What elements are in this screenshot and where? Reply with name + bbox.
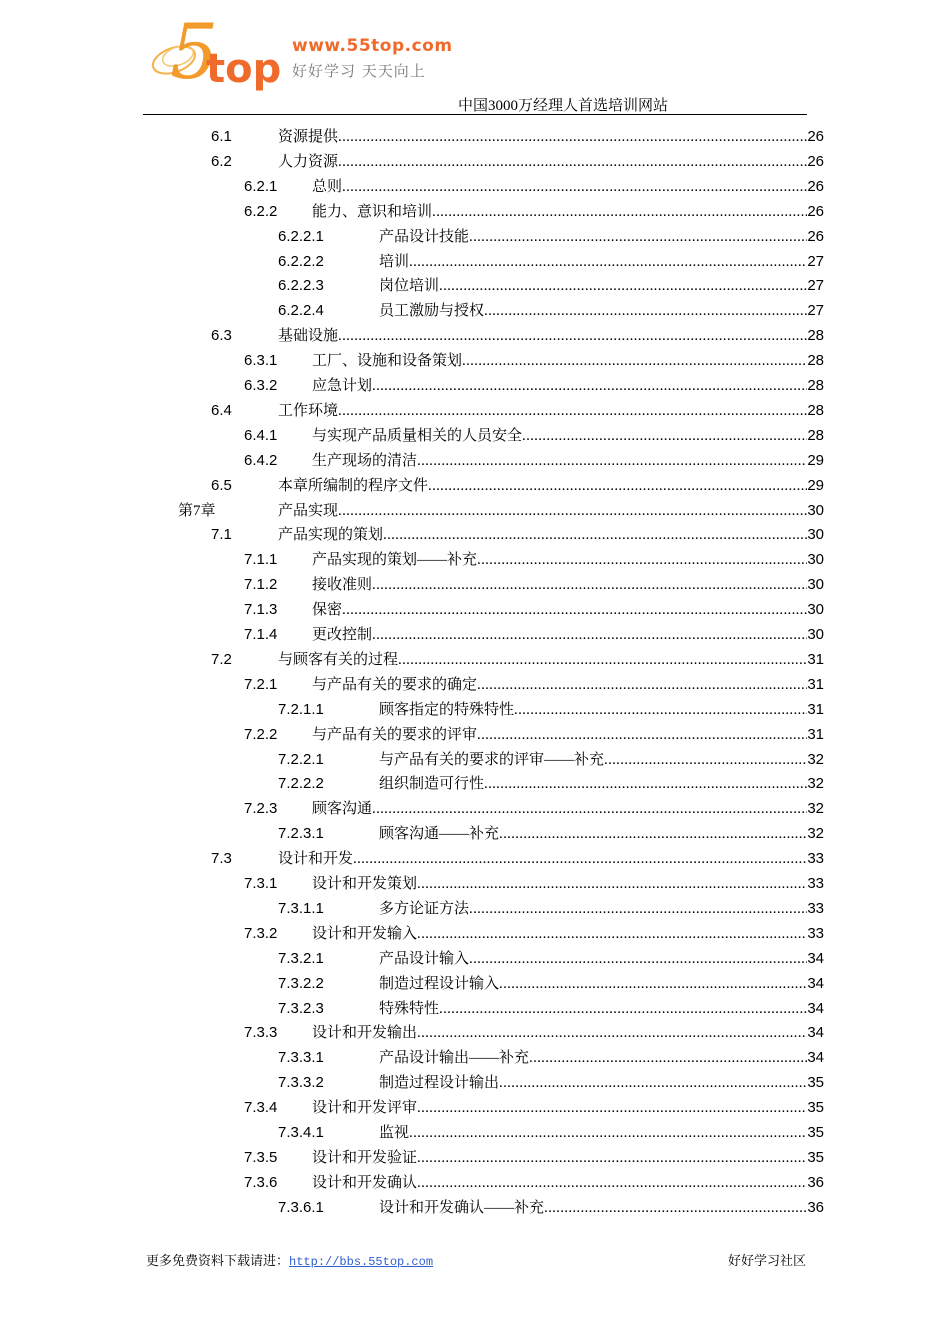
toc-entry-number: 7.3.4.1 [278, 1124, 324, 1141]
toc-entry-title: 特殊特性 [379, 1000, 440, 1017]
toc-entry-line [278, 500, 824, 522]
toc-entry-number: 7.3.2.3 [278, 999, 324, 1017]
toc-entry-title: 设计和开发确认 [312, 1174, 418, 1191]
toc-entry-line [379, 1072, 824, 1094]
toc-entry-page: 35 [807, 1074, 824, 1092]
toc-entry-page: 30 [807, 526, 824, 544]
toc-dot-leader [372, 574, 807, 596]
toc-entry-title: 与产品有关的要求的确定 [312, 676, 478, 693]
toc-entry-title: 基础设施 [278, 328, 339, 345]
toc-dot-leader [484, 300, 807, 322]
toc-entry-title: 产品实现的策划——补充 [312, 552, 478, 569]
toc-entry-page: 35 [807, 1124, 824, 1141]
toc-entry[interactable] [0, 300, 950, 322]
toc-dot-leader [417, 1172, 807, 1194]
toc-entry-number: 6.2.2.4 [278, 302, 324, 320]
toc-entry[interactable] [0, 500, 950, 522]
toc-entry-number: 7.3.1 [244, 875, 278, 892]
toc-dot-leader [439, 998, 807, 1020]
toc-entry-number: 7.1.1 [244, 551, 278, 569]
toc-entry-number: 6.2.2.1 [278, 227, 324, 245]
toc-entry-line [379, 749, 824, 771]
toc-entry-line [312, 375, 824, 397]
toc-entry-number: 6.3 [211, 327, 232, 345]
header-divider [143, 114, 807, 115]
toc-dot-leader [484, 773, 807, 795]
toc-entry-page: 28 [807, 377, 824, 394]
toc-entry-line [379, 1122, 824, 1144]
toc-entry-line [379, 948, 824, 970]
toc-entry-line [278, 325, 824, 347]
logo-graphic [148, 10, 293, 92]
toc-entry-page: 26 [807, 227, 824, 245]
toc-entry-number: 7.1 [211, 526, 232, 544]
toc-entry[interactable] [0, 923, 950, 945]
toc-dot-leader [529, 1047, 807, 1069]
toc-dot-leader [338, 126, 807, 148]
toc-entry[interactable] [0, 823, 950, 845]
toc-entry[interactable] [0, 1072, 950, 1094]
toc-entry-title: 产品实现 [278, 502, 339, 519]
toc-entry-title: 与产品有关的要求的评审 [312, 726, 478, 743]
toc-entry-number: 6.5 [211, 476, 232, 494]
toc-entry[interactable] [0, 226, 950, 248]
toc-dot-leader [342, 176, 807, 198]
toc-entry[interactable] [0, 599, 950, 621]
toc-entry[interactable] [0, 375, 950, 397]
toc-dot-leader [469, 948, 807, 970]
toc-entry-page: 29 [807, 476, 824, 494]
toc-dot-leader [417, 1097, 807, 1119]
toc-entry[interactable] [0, 998, 950, 1020]
toc-entry-page: 30 [807, 576, 824, 594]
toc-entry[interactable] [0, 1197, 950, 1219]
toc-dot-leader [417, 1147, 807, 1169]
toc-entry-title: 岗位培训 [379, 278, 440, 295]
toc-entry[interactable] [0, 649, 950, 671]
toc-entry-title: 生产现场的清洁 [312, 452, 418, 469]
toc-entry-page: 33 [807, 924, 824, 942]
toc-entry[interactable] [0, 798, 950, 820]
toc-entry-title: 组织制造可行性 [379, 776, 485, 793]
logo-slogan: 好好学习 天天向上 [292, 62, 426, 80]
toc-entry-page: 28 [807, 426, 824, 444]
toc-entry-page: 35 [807, 1148, 824, 1166]
toc-entry-page: 31 [807, 650, 824, 668]
toc-entry-title: 资源提供 [278, 129, 339, 145]
toc-entry-line [278, 475, 824, 497]
toc-dot-leader [499, 973, 807, 995]
toc-entry[interactable] [0, 450, 950, 472]
toc-entry-line [379, 226, 824, 248]
toc-entry-line [312, 549, 824, 571]
toc-entry-line [312, 724, 824, 746]
toc-entry-page: 34 [807, 1049, 824, 1067]
toc-entry-line [312, 1022, 824, 1044]
toc-entry[interactable] [0, 898, 950, 920]
toc-dot-leader [372, 798, 807, 820]
toc-entry-title: 监视 [379, 1125, 410, 1141]
toc-entry-title: 设计和开发验证 [312, 1149, 418, 1166]
toc-entry-title: 设计和开发评审 [312, 1100, 418, 1117]
toc-dot-leader [522, 425, 807, 447]
toc-entry-line [312, 201, 824, 223]
toc-entry[interactable] [0, 773, 950, 795]
toc-entry-number: 7.2.2 [244, 725, 278, 743]
toc-entry[interactable] [0, 524, 950, 546]
toc-dot-leader [499, 823, 807, 845]
toc-entry-title: 工厂、设施和设备策划 [312, 353, 463, 370]
toc-entry-page: 34 [807, 1024, 824, 1042]
toc-entry[interactable] [0, 749, 950, 771]
toc-entry[interactable] [0, 350, 950, 372]
toc-entry-page: 28 [807, 401, 824, 419]
toc-entry-line [379, 823, 824, 845]
toc-entry-number: 7.3.6 [244, 1173, 278, 1191]
toc-entry-title: 产品设计输入 [379, 950, 470, 967]
toc-entry-title: 设计和开发确认——补充 [379, 1199, 545, 1216]
toc-entry[interactable] [0, 475, 950, 497]
toc-entry-line [379, 1197, 824, 1219]
footer-community: 好好学习社区 [727, 1253, 806, 1268]
toc-entry-page: 32 [807, 800, 824, 818]
toc-dot-leader [338, 325, 807, 347]
toc-entry-number: 7.2 [211, 650, 232, 668]
toc-entry-title: 制造过程设计输入 [379, 975, 500, 992]
toc-dot-leader [417, 923, 807, 945]
toc-entry-line [312, 450, 824, 472]
toc-entry-number: 7.1.3 [244, 601, 278, 619]
toc-entry-page: 32 [807, 775, 824, 793]
toc-dot-leader [499, 1072, 807, 1094]
toc-entry[interactable] [0, 674, 950, 696]
toc-entry-title: 与实现产品质量相关的人员安全 [312, 427, 523, 444]
toc-entry-line [312, 873, 824, 895]
toc-entry-title: 产品设计输出——补充 [379, 1050, 530, 1067]
toc-entry-number: 7.3.2.1 [278, 949, 324, 967]
toc-entry-page: 33 [807, 850, 824, 868]
toc-entry[interactable] [0, 201, 950, 223]
toc-entry-number: 7.3.2.2 [278, 974, 324, 992]
toc-entry-line [312, 599, 824, 621]
toc-entry-line [312, 425, 824, 447]
toc-entry-title: 工作环境 [278, 402, 339, 419]
toc-entry-line [379, 275, 824, 297]
toc-dot-leader [342, 599, 807, 621]
toc-dot-leader [477, 674, 807, 696]
toc-entry-number: 7.1.2 [244, 576, 278, 594]
toc-entry-page: 34 [807, 974, 824, 992]
footer-link[interactable]: http://bbs.55top.com [289, 1255, 434, 1269]
toc-entry-title: 应急计划 [312, 378, 373, 394]
toc-entry-line [312, 1147, 824, 1169]
toc-entry-line [278, 151, 824, 173]
toc-entry-line [278, 848, 824, 870]
toc-entry-page: 28 [807, 327, 824, 345]
toc-entry-page: 32 [807, 825, 824, 843]
toc-entry[interactable] [0, 1147, 950, 1169]
toc-entry-number: 7.2.3.1 [278, 825, 324, 843]
toc-entry[interactable] [0, 1097, 950, 1119]
toc-entry[interactable] [0, 1047, 950, 1069]
toc-entry-page: 30 [807, 626, 824, 643]
toc-entry-number: 7.3.1.1 [278, 899, 324, 917]
toc-dot-leader [462, 350, 807, 372]
footer-download-note [146, 1250, 433, 1269]
toc-entry-line [312, 574, 824, 596]
toc-entry-line [379, 251, 824, 273]
toc-entry-page: 31 [807, 700, 824, 718]
toc-entry-line [312, 1097, 824, 1119]
toc-entry[interactable] [0, 574, 950, 596]
toc-entry-title: 培训 [379, 253, 410, 270]
toc-entry-line [379, 699, 824, 721]
toc-entry-line [312, 1172, 824, 1194]
toc-entry-title: 产品实现的策划 [278, 527, 384, 544]
toc-dot-leader [383, 524, 807, 546]
toc-entry-number: 第7章 [178, 502, 216, 519]
toc-entry-number: 7.3.4 [244, 1099, 278, 1117]
toc-entry[interactable] [0, 325, 950, 347]
toc-entry-page: 35 [807, 1099, 824, 1117]
logo-url[interactable]: www.55top.com [292, 36, 453, 56]
toc-entry-line [379, 998, 824, 1020]
toc-entry-title: 更改控制 [312, 627, 373, 643]
toc-entry[interactable] [0, 699, 950, 721]
toc-entry[interactable] [0, 873, 950, 895]
toc-entry-line [312, 350, 824, 372]
toc-entry-number: 7.3.6.1 [278, 1198, 324, 1216]
toc-entry-line [379, 898, 824, 920]
toc-entry-title: 设计和开发 [278, 851, 354, 868]
toc-entry-title: 接收准则 [312, 577, 373, 594]
toc-entry-page: 34 [807, 999, 824, 1017]
toc-dot-leader [544, 1197, 807, 1219]
toc-entry-line [312, 674, 824, 696]
toc-entry-title: 人力资源 [278, 153, 339, 170]
toc-dot-leader [469, 226, 807, 248]
toc-entry[interactable] [0, 624, 950, 646]
toc-entry-number: 7.3 [211, 850, 232, 868]
toc-entry-number: 7.3.3.1 [278, 1049, 324, 1067]
toc-entry-line [312, 923, 824, 945]
toc-dot-leader [417, 450, 807, 472]
toc-dot-leader [338, 400, 807, 422]
toc-entry-line [312, 798, 824, 820]
toc-entry-number: 7.2.3 [244, 800, 278, 818]
toc-entry[interactable] [0, 126, 950, 148]
toc-entry[interactable] [0, 973, 950, 995]
toc-entry-number: 7.2.2.1 [278, 750, 324, 768]
toc-dot-leader [439, 275, 807, 297]
toc-entry-page: 30 [807, 501, 824, 519]
toc-entry-line [312, 176, 824, 198]
toc-entry-number: 6.4 [211, 401, 232, 419]
toc-entry-line [278, 400, 824, 422]
toc-entry-number: 6.2.2 [244, 202, 278, 220]
toc-entry-number: 7.2.1 [244, 675, 278, 693]
toc-entry[interactable] [0, 425, 950, 447]
toc-entry-title: 与顾客有关的过程 [278, 651, 399, 668]
toc-entry-title: 设计和开发输出 [312, 1025, 418, 1042]
toc-dot-leader [432, 201, 807, 223]
toc-dot-leader [353, 848, 807, 870]
toc-entry-page: 26 [807, 152, 824, 170]
toc-entry-line [379, 1047, 824, 1069]
toc-entry-number: 6.3.2 [244, 377, 278, 394]
toc-entry-number: 6.2.2.3 [278, 277, 324, 295]
toc-entry-line [278, 126, 824, 148]
toc-entry-title: 能力、意识和培训 [312, 203, 433, 220]
toc-entry-number: 7.2.2.2 [278, 775, 324, 793]
toc-entry-number: 7.3.5 [244, 1148, 278, 1166]
toc-entry-title: 顾客指定的特殊特性 [379, 701, 515, 718]
toc-entry-title: 产品设计技能 [379, 228, 470, 245]
toc-entry[interactable] [0, 151, 950, 173]
toc-entry-page: 29 [807, 451, 824, 469]
toc-entry[interactable] [0, 948, 950, 970]
toc-entry-page: 33 [807, 899, 824, 917]
toc-entry-page: 27 [807, 277, 824, 295]
toc-entry-number: 6.2 [211, 152, 232, 170]
toc-entry-number: 6.4.2 [244, 451, 278, 469]
toc-entry-number: 7.3.3.2 [278, 1074, 324, 1092]
toc-entry[interactable] [0, 275, 950, 297]
toc-entry[interactable] [0, 724, 950, 746]
toc-entry-line [379, 973, 824, 995]
toc-entry[interactable] [0, 1172, 950, 1194]
toc-entry-number: 6.2.2.2 [278, 252, 324, 270]
toc-dot-leader [428, 475, 807, 497]
toc-entry-page: 26 [807, 202, 824, 220]
toc-entry-title: 顾客沟通——补充 [379, 826, 500, 843]
toc-entry[interactable] [0, 1022, 950, 1044]
toc-entry-number: 7.3.2 [244, 924, 278, 942]
toc-entry-line [379, 300, 824, 322]
toc-dot-leader [338, 151, 807, 173]
toc-entry[interactable] [0, 549, 950, 571]
toc-entry-page: 26 [807, 177, 824, 195]
footer-left-text: 更多免费资料下载请进： [146, 1253, 290, 1268]
toc-dot-leader [409, 251, 807, 273]
toc-entry-page: 36 [807, 1173, 824, 1191]
toc-entry-page: 31 [807, 725, 824, 743]
header-title: 中国3000万经理人首选培训网站 [458, 98, 669, 114]
toc-entry-page: 26 [807, 128, 824, 145]
toc-dot-leader [477, 724, 807, 746]
toc-entry-page: 34 [807, 949, 824, 967]
logo-number: 5 [170, 10, 219, 92]
toc-dot-leader [477, 549, 807, 571]
toc-entry-line [278, 649, 824, 671]
toc-entry-title: 保密 [312, 602, 343, 619]
toc-entry-number: 7.3.3 [244, 1024, 278, 1042]
toc-dot-leader [604, 749, 807, 771]
toc-entry-page: 33 [807, 875, 824, 892]
toc-entry-page: 27 [807, 252, 824, 270]
toc-entry-line [312, 624, 824, 646]
toc-entry-number: 6.2.1 [244, 177, 278, 195]
toc-dot-leader [409, 1122, 807, 1144]
toc-entry-page: 28 [807, 352, 824, 370]
toc-entry-title: 与产品有关的要求的评审——补充 [379, 751, 605, 768]
toc-dot-leader [417, 873, 807, 895]
logo-brand: top [206, 46, 282, 92]
toc-dot-leader [338, 500, 807, 522]
toc-entry-title: 制造过程设计输出 [379, 1075, 500, 1092]
toc-entry[interactable] [0, 848, 950, 870]
toc-entry[interactable] [0, 400, 950, 422]
toc-entry[interactable] [0, 1122, 950, 1144]
toc-entry-page: 32 [807, 750, 824, 768]
toc-entry-page: 27 [807, 302, 824, 320]
toc-entry-number: 6.1 [211, 128, 232, 145]
toc-entry-page: 30 [807, 551, 824, 569]
toc-entry-number: 6.4.1 [244, 426, 278, 444]
toc-entry-number: 7.2.1.1 [278, 700, 324, 718]
toc-entry-number: 7.1.4 [244, 626, 278, 643]
toc-entry-title: 本章所编制的程序文件 [278, 477, 429, 494]
toc-entry-page: 30 [807, 601, 824, 619]
toc-entry-title: 员工激励与授权 [379, 303, 485, 320]
toc-entry[interactable] [0, 176, 950, 198]
toc-dot-leader [417, 1022, 807, 1044]
toc-entry-title: 多方论证方法 [379, 900, 470, 917]
toc-entry-number: 6.3.1 [244, 352, 278, 370]
toc-entry-page: 36 [807, 1198, 824, 1216]
toc-entry-line [379, 773, 824, 795]
toc-entry-page: 31 [807, 675, 824, 693]
toc-dot-leader [514, 699, 807, 721]
toc-entry[interactable] [0, 251, 950, 273]
toc-dot-leader [372, 375, 807, 397]
toc-entry-title: 设计和开发输入 [312, 925, 418, 942]
toc-entry-title: 设计和开发策划 [312, 876, 418, 892]
toc-entry-title: 顾客沟通 [312, 801, 373, 818]
toc-dot-leader [398, 649, 807, 671]
toc-dot-leader [372, 624, 807, 646]
toc-entry-line [278, 524, 824, 546]
toc-entry-title: 总则 [312, 178, 343, 195]
toc-dot-leader [469, 898, 807, 920]
